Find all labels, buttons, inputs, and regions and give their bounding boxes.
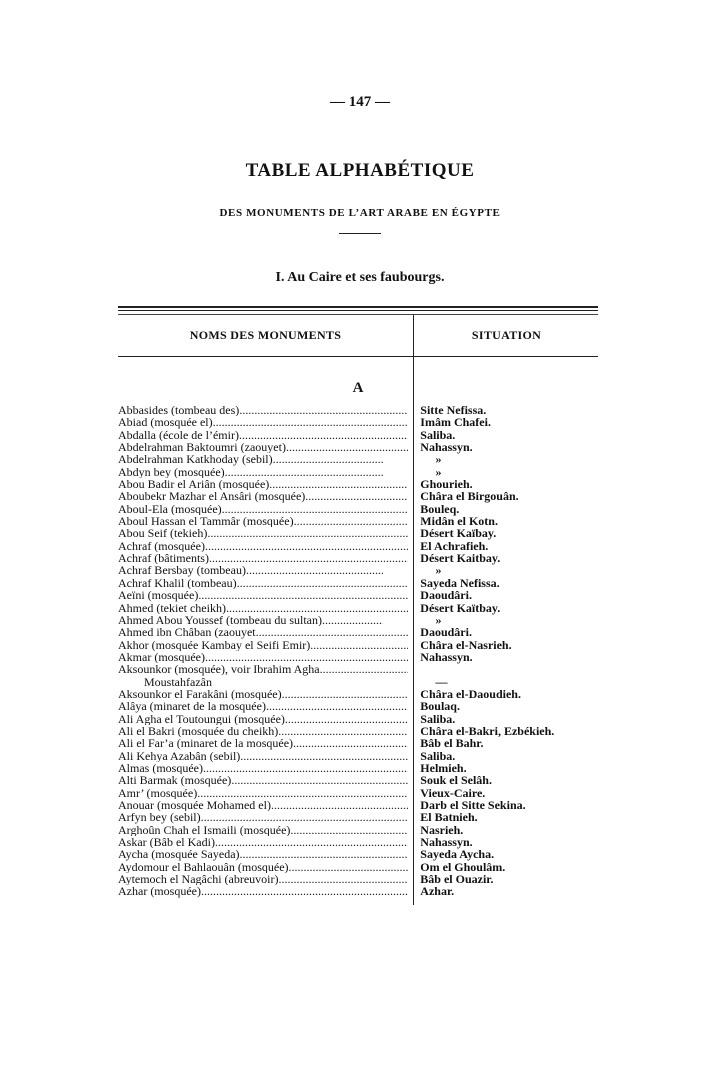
monument-name-cell <box>118 589 408 601</box>
monument-name: Achraf Khalil (tombeau) <box>118 576 237 590</box>
situation: Désert Kaïbay. <box>420 526 497 541</box>
monument-name-cell <box>118 861 408 873</box>
monument-name-cell <box>118 787 408 799</box>
monument-name: Ali el Far’a (minaret de la mosquée) <box>118 737 294 750</box>
monument-name-cell <box>118 626 408 638</box>
monument-name-cell <box>118 540 408 552</box>
monument-name: Amr’ (mosquée) <box>118 786 198 799</box>
table-row <box>118 602 598 614</box>
monument-name: Aboubekr Mazhar el Ansâri (mosquée) <box>118 490 306 503</box>
table-top-rule <box>118 306 598 308</box>
dot-leader <box>237 577 409 589</box>
table-row <box>118 453 598 465</box>
table-row <box>118 750 598 762</box>
situation: Imâm Chafei. <box>420 415 491 430</box>
dot-leader <box>285 713 408 725</box>
table-row <box>118 848 598 860</box>
monument-name: Askar (Bâb el Kadi) <box>118 836 215 849</box>
monument-name: Ali el Bakri (mosquée du cheikh) <box>118 724 279 738</box>
table-row <box>118 552 598 564</box>
monument-name: Ahmed (tekiet cheikh) <box>118 601 226 614</box>
situation: » <box>435 452 442 467</box>
table-row <box>118 737 598 749</box>
dot-leader <box>240 848 409 860</box>
table-row <box>118 762 598 774</box>
monument-name: Aycha (mosquée Sayeda) <box>118 848 240 861</box>
table-row <box>118 589 598 601</box>
dot-leader <box>207 527 408 539</box>
monument-name: Arghoûn Chah el Ismaili (mosquée) <box>118 823 291 837</box>
monument-name-cell <box>118 466 383 478</box>
monument-name-cell <box>118 639 408 651</box>
table-row <box>118 787 598 799</box>
dot-leader <box>271 799 408 811</box>
monument-name: Ahmed ibn Châban (zaouyet <box>118 626 256 639</box>
situation: Bâb el Bahr. <box>420 736 484 751</box>
table-row <box>118 663 598 675</box>
situation <box>420 663 598 675</box>
monument-name-cell <box>118 676 383 688</box>
situation: » <box>435 563 442 578</box>
table-row <box>118 429 598 441</box>
monument-name: Alâya (minaret de la mosquée) <box>118 700 266 713</box>
table-row <box>118 799 598 811</box>
situation: Midân el Kotn. <box>420 514 498 529</box>
dot-leader <box>209 552 408 564</box>
monument-name-cell <box>118 737 408 749</box>
monument-name-cell <box>118 811 408 823</box>
situation: Boulaq. <box>420 699 460 714</box>
situation: Sayeda Nefissa. <box>420 575 500 590</box>
dot-leader <box>320 663 409 675</box>
section-heading: I. Au Caire et ses faubourgs. <box>275 270 445 285</box>
monument-name-cell <box>118 725 408 737</box>
situation: Châra el-Daoudieh. <box>420 686 521 701</box>
monument-name: Moustahfazân <box>144 675 212 688</box>
dot-leader <box>205 540 408 552</box>
dot-leader <box>201 811 409 823</box>
dot-leader <box>286 441 408 453</box>
situation: Bouleq. <box>420 501 460 516</box>
dot-leader <box>226 602 408 614</box>
monument-name: Anouar (mosquée Mohamed el) <box>118 799 271 812</box>
monument-name-cell <box>118 762 408 774</box>
dot-leader <box>239 429 408 441</box>
monument-name-cell <box>118 515 408 527</box>
dot-leader <box>197 787 408 799</box>
monument-name-cell <box>118 441 408 453</box>
table-row <box>118 824 598 836</box>
situation: Désert Kaitbay. <box>420 551 501 566</box>
table-row <box>118 700 598 712</box>
dot-leader <box>282 688 409 700</box>
situation: Nahassyn. <box>420 649 473 664</box>
dot-leader <box>231 774 408 786</box>
monument-name: Aboul Hassan el Tammâr (mosquée) <box>118 515 294 528</box>
monument-name: Aytemoch el Nagâchi (abreuvoir) <box>118 873 279 886</box>
monument-name: Arfyn bey (sebil) <box>118 811 201 824</box>
monument-name-cell <box>118 663 408 675</box>
monument-name: Abdalla (école de l’émir) <box>118 428 239 442</box>
dot-leader <box>246 564 384 576</box>
dot-leader <box>266 700 408 712</box>
dot-leader <box>222 503 409 515</box>
situation: Om el Ghoulâm. <box>420 859 506 874</box>
table-row <box>118 688 598 700</box>
monument-name-cell <box>118 885 408 897</box>
monument-name: Azhar (mosquée) <box>118 885 201 898</box>
monument-name: Ali Agha el Toutoungui (mosquée) <box>118 712 285 725</box>
monument-name-cell <box>118 614 383 626</box>
monument-name-cell <box>118 824 408 836</box>
table-row <box>118 774 598 786</box>
situation: Saliba. <box>420 427 456 442</box>
situation: Ghourieh. <box>420 477 473 492</box>
situation: Saliba. <box>420 748 456 763</box>
table-row <box>118 836 598 848</box>
monument-name-cell <box>118 700 408 712</box>
monument-name-cell <box>118 527 408 539</box>
situation: Daoudâri. <box>420 588 472 603</box>
table-row <box>118 503 598 515</box>
table-row <box>118 416 598 428</box>
table-row <box>118 614 598 626</box>
table-row <box>118 651 598 663</box>
monument-name-cell <box>118 490 408 502</box>
table-row <box>118 626 598 638</box>
monument-name: Aksounkor (mosquée), voir Ibrahim Agha <box>118 663 320 676</box>
situation: Bâb el Ouazir. <box>420 872 494 887</box>
situation: » <box>435 464 442 479</box>
monument-name-cell <box>118 873 408 885</box>
situation: — <box>435 674 448 689</box>
situation: Désert Kaïtbay. <box>420 600 501 615</box>
table-row <box>118 885 598 897</box>
page-title: TABLE ALPHABÉTIQUE <box>245 160 475 181</box>
situation: » <box>435 612 442 627</box>
dot-leader <box>256 626 409 638</box>
dot-leader <box>240 750 408 762</box>
situation: El Batnieh. <box>420 810 478 825</box>
situation: Nasrieh. <box>420 822 464 837</box>
monument-name: Aksounkor el Farakâni (mosquée) <box>118 687 282 701</box>
table-row <box>118 811 598 823</box>
column-header-names: NOMS DES MONUMENTS <box>189 328 342 342</box>
dot-leader <box>279 873 409 885</box>
monument-name: Achraf (mosquée) <box>118 539 205 553</box>
situation: Daoudâri. <box>420 625 472 640</box>
dot-leader <box>310 639 408 651</box>
situation: Darb el Sitte Sekina. <box>420 798 526 812</box>
situation: Azhar. <box>420 884 455 899</box>
dot-leader <box>293 737 408 749</box>
situation: Souk el Selâh. <box>420 773 492 788</box>
letter-heading: A <box>352 380 364 396</box>
monument-name-cell <box>118 688 408 700</box>
monument-name: Almas (mosquée) <box>118 761 203 775</box>
monument-name-cell <box>118 478 408 490</box>
dot-leader <box>201 885 408 897</box>
situation: Nahassyn. <box>420 440 473 455</box>
monument-name: Abbasides (tombeau des) <box>118 404 240 417</box>
table-row <box>118 577 598 589</box>
situation: Vieux-Caire. <box>420 785 486 800</box>
table-row <box>118 490 598 502</box>
dot-leader <box>273 453 384 465</box>
monument-name: Abiad (mosquée el) <box>118 416 213 429</box>
table-top-rule-thin <box>118 310 598 311</box>
table-row <box>118 527 598 539</box>
dot-leader <box>198 589 408 601</box>
dot-leader <box>305 490 408 502</box>
monument-name-cell <box>118 713 408 725</box>
monument-name-cell <box>118 429 408 441</box>
situation: Châra el Birgouân. <box>420 489 519 504</box>
table-top-rule-inner <box>118 314 598 315</box>
table-row <box>118 861 598 873</box>
monument-name: Abdyn bey (mosquée) <box>118 465 225 479</box>
monument-name: Achraf (bâtiments) <box>118 552 209 565</box>
monument-name-cell <box>118 848 408 860</box>
monument-name-cell <box>118 651 408 663</box>
table-row <box>118 873 598 885</box>
monument-name-cell <box>118 750 408 762</box>
header-bottom-rule <box>118 356 598 357</box>
monument-name: Abdelrahman Baktoumri (zaouyet) <box>118 441 286 454</box>
column-header-situation: SITUATION <box>471 328 542 342</box>
dot-leader <box>322 614 383 626</box>
monument-name: Aboul-Ela (mosquée) <box>118 502 222 516</box>
monument-name-cell <box>118 453 383 465</box>
monument-name-cell <box>118 416 408 428</box>
dot-leader <box>290 824 408 836</box>
dot-leader <box>215 836 408 848</box>
dot-leader <box>213 416 409 428</box>
table-row <box>118 540 598 552</box>
monument-name-cell <box>118 404 408 416</box>
dot-leader <box>239 404 408 416</box>
dot-leader <box>203 762 408 774</box>
table-row <box>118 404 598 416</box>
monument-name: Alti Barmak (mosquée) <box>118 774 232 787</box>
situation: Sayeda Aycha. <box>420 847 495 862</box>
table-row <box>118 564 598 576</box>
monument-name-cell <box>118 799 408 811</box>
monument-name-cell <box>118 503 408 515</box>
monument-name-cell <box>118 552 408 564</box>
monument-name: Akhor (mosquée Kambay el Seifi Emir) <box>118 638 311 651</box>
monument-name-cell <box>118 774 408 786</box>
table-row <box>118 515 598 527</box>
monument-name: Abou Seif (tekieh) <box>118 527 208 540</box>
monument-name: Achraf Bersbay (tombeau) <box>118 564 246 577</box>
monument-name: Ahmed Abou Youssef (tombeau du sultan) <box>118 613 322 627</box>
situation: Châra el-Bakri, Ezbékieh. <box>420 723 555 738</box>
monument-name: Ali Kehya Azabân (sebil) <box>118 749 241 762</box>
situation: Saliba. <box>420 711 456 726</box>
dot-leader <box>269 478 408 490</box>
dot-leader <box>225 466 384 478</box>
monument-name-cell <box>118 577 408 589</box>
dot-leader <box>205 651 408 663</box>
situation: Châra el-Nasrieh. <box>420 637 512 652</box>
monument-name: Abdelrahman Katkhoday (sebil) <box>118 453 273 466</box>
page-subtitle: DES MONUMENTS DE L’ART ARABE EN ÉGYPTE <box>219 207 501 219</box>
page-number: — 147 — <box>330 94 390 110</box>
situation: Helmieh. <box>420 760 467 775</box>
table-row <box>118 441 598 453</box>
situation: Sitte Nefissa. <box>420 403 487 417</box>
monument-name: Akmar (mosquée) <box>118 650 205 664</box>
title-divider <box>339 233 381 234</box>
table-row <box>118 639 598 651</box>
table-row <box>118 478 598 490</box>
monument-name: Abou Badir el Ariân (mosquée) <box>118 478 270 491</box>
entry-list <box>118 404 598 898</box>
monument-name: Aeïni (mosquée) <box>118 589 199 602</box>
monument-name: Aydomour el Bahlaouân (mosquée) <box>118 860 289 874</box>
dot-leader <box>278 725 408 737</box>
monument-name-cell <box>118 836 408 848</box>
dot-leader <box>289 861 409 873</box>
monument-name-cell <box>118 564 383 576</box>
dot-leader <box>294 515 409 527</box>
monument-name-cell <box>118 602 408 614</box>
situation: Nahassyn. <box>420 835 473 850</box>
situation: El Achrafieh. <box>420 538 489 553</box>
table-row <box>118 466 598 478</box>
table-row <box>118 725 598 737</box>
table-row <box>118 676 598 688</box>
